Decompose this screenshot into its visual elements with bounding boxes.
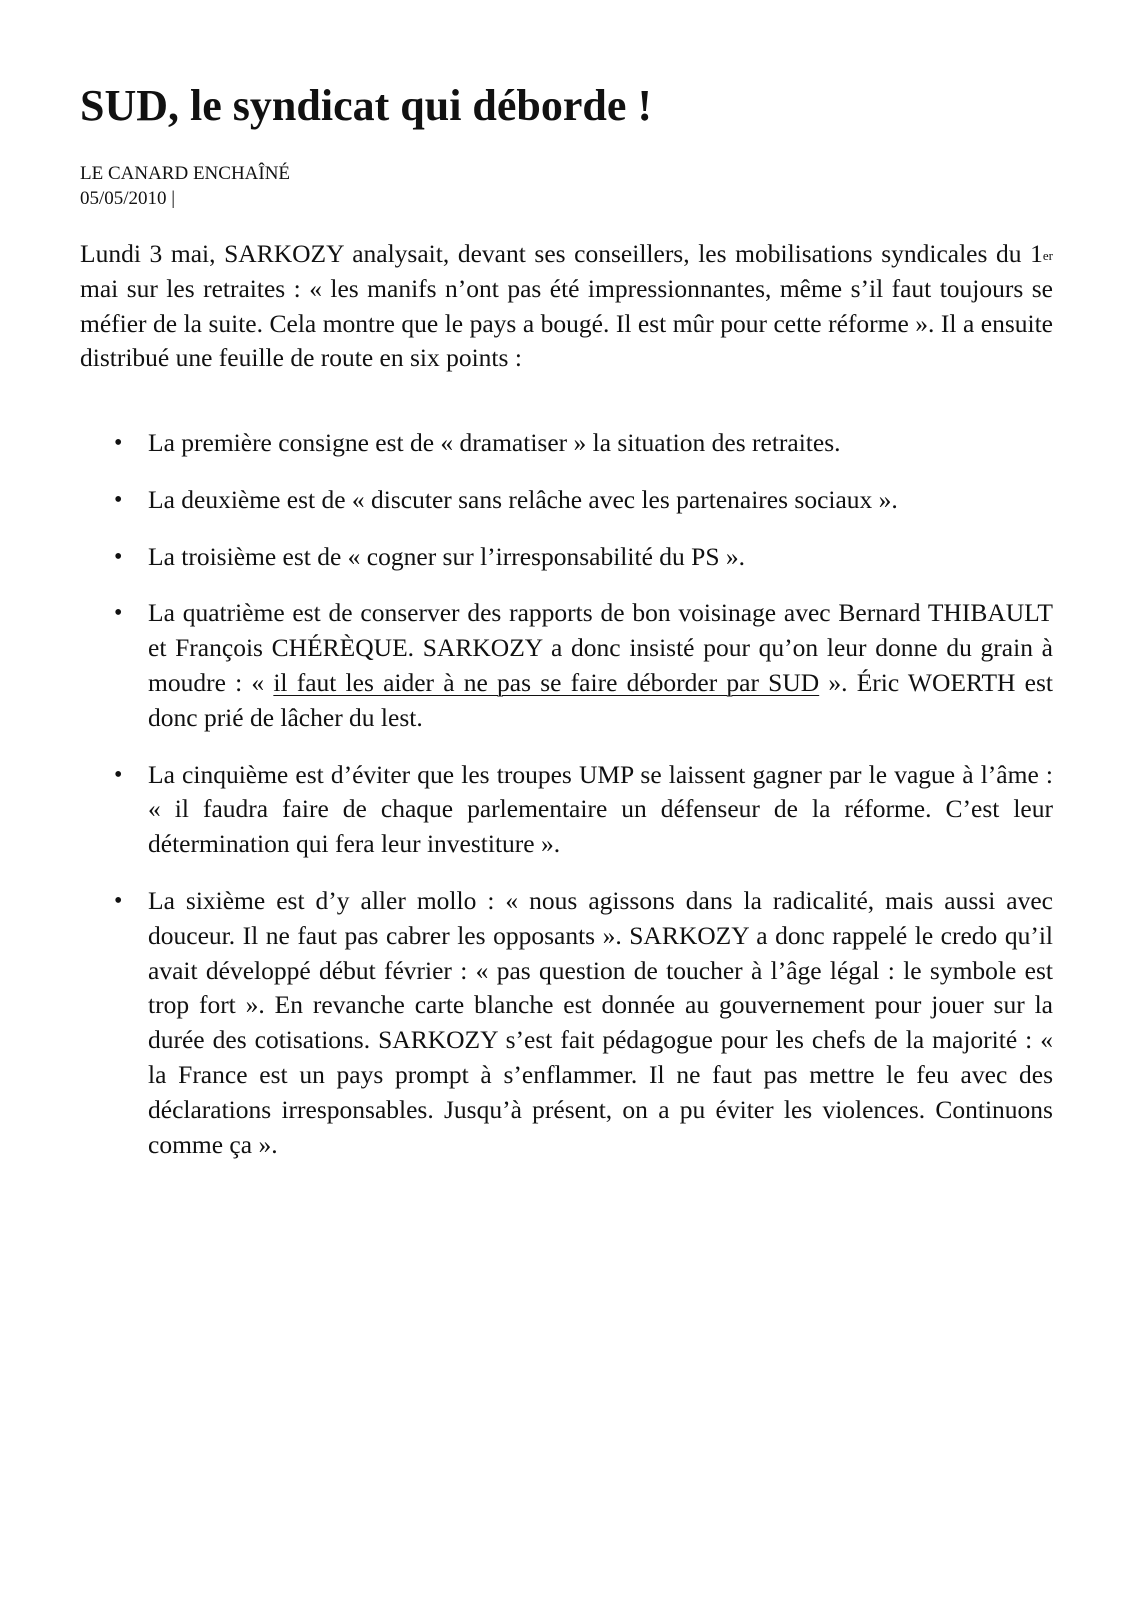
list-item-text-before: La quatrième est de conserver des rapports de bon voisinage avec Bernard THIBAULT et François CHÉRÈQUE. SARKOZY a donc insisté pour qu’on leur donne du grain à moudre : «: [148, 598, 1053, 697]
list-item: [80, 540, 1053, 575]
article-source: LE CANARD ENCHAÎNÉ: [80, 163, 291, 184]
list-item: [80, 596, 1053, 735]
list-item-text: La première consigne est de « dramatiser » la situation des retraites.: [148, 428, 841, 457]
list-item: [80, 758, 1053, 862]
bullet-icon: •: [114, 430, 123, 456]
list-item: [80, 884, 1053, 1162]
bullet-icon: •: [114, 600, 123, 627]
list-item-text-after: ». Éric WOERTH est donc prié de lâcher du lest.: [148, 667, 1053, 732]
roadmap-list: [80, 426, 1053, 1184]
intro-text-part-1: Lundi 3 mai, SARKOZY analysait, devant ses conseillers, les mobilisations syndicales du 1: [80, 239, 1043, 268]
list-item: [80, 483, 1053, 518]
intro-paragraph: [80, 237, 1053, 376]
list-item-text: La troisième est de « cogner sur l’irresponsabilité du PS ».: [148, 541, 745, 571]
list-item-text: La sixième est d’y aller mollo : « nous agissons dans la radicalité, mais aussi avec douceur. Il ne faut pas cabrer les opposants ». SARKOZY a donc rappelé le credo qu’il avait développé début février : « pas question de toucher à l’âge légal : le symbole est trop fort ». En revanche carte blanche est donnée au gouvernement pour jouer sur la durée des cotisations. SARKOZY s’est fait pédagogue pour les chefs de la majorité : « la France est un pays prompt à s’enflammer. Il ne faut pas mettre le feu avec des déclarations irresponsables. Jusqu’à présent, on a pu éviter les violences. Continuons comme ça ».: [148, 885, 1053, 1159]
bullet-icon: •: [114, 761, 123, 788]
article-meta: [80, 161, 290, 211]
intro-text-part-2: mai sur les retraites : « les manifs n’ont pas été impressionnantes, même s’il faut toujours se méfier de la suite. Cela montre que le pays a bougé. Il est mûr pour cette réforme ». Il a ensuite distribué une feuille de route en six points :: [80, 273, 1053, 373]
bullet-icon: •: [114, 887, 123, 914]
article-title: SUD, le syndicat qui déborde !: [80, 81, 653, 130]
list-item-text: La deuxième est de « discuter sans relâche avec les partenaires sociaux ».: [148, 484, 898, 514]
list-item: [80, 426, 1053, 461]
list-item-text: La cinquième est d’éviter que les troupes UMP se laissent gagner par le vague à l’âme : « il faudra faire de chaque parlementaire un défenseur de la réforme. C’est leur détermination qui fera leur investiture ».: [148, 759, 1053, 859]
intro-superscript: er: [1042, 248, 1053, 263]
bullet-icon: •: [114, 543, 123, 570]
bullet-icon: •: [114, 486, 123, 513]
article-date: 05/05/2010 |: [80, 188, 176, 209]
underlined-quote: il faut les aider à ne pas se faire déborder par SUD: [273, 667, 820, 697]
